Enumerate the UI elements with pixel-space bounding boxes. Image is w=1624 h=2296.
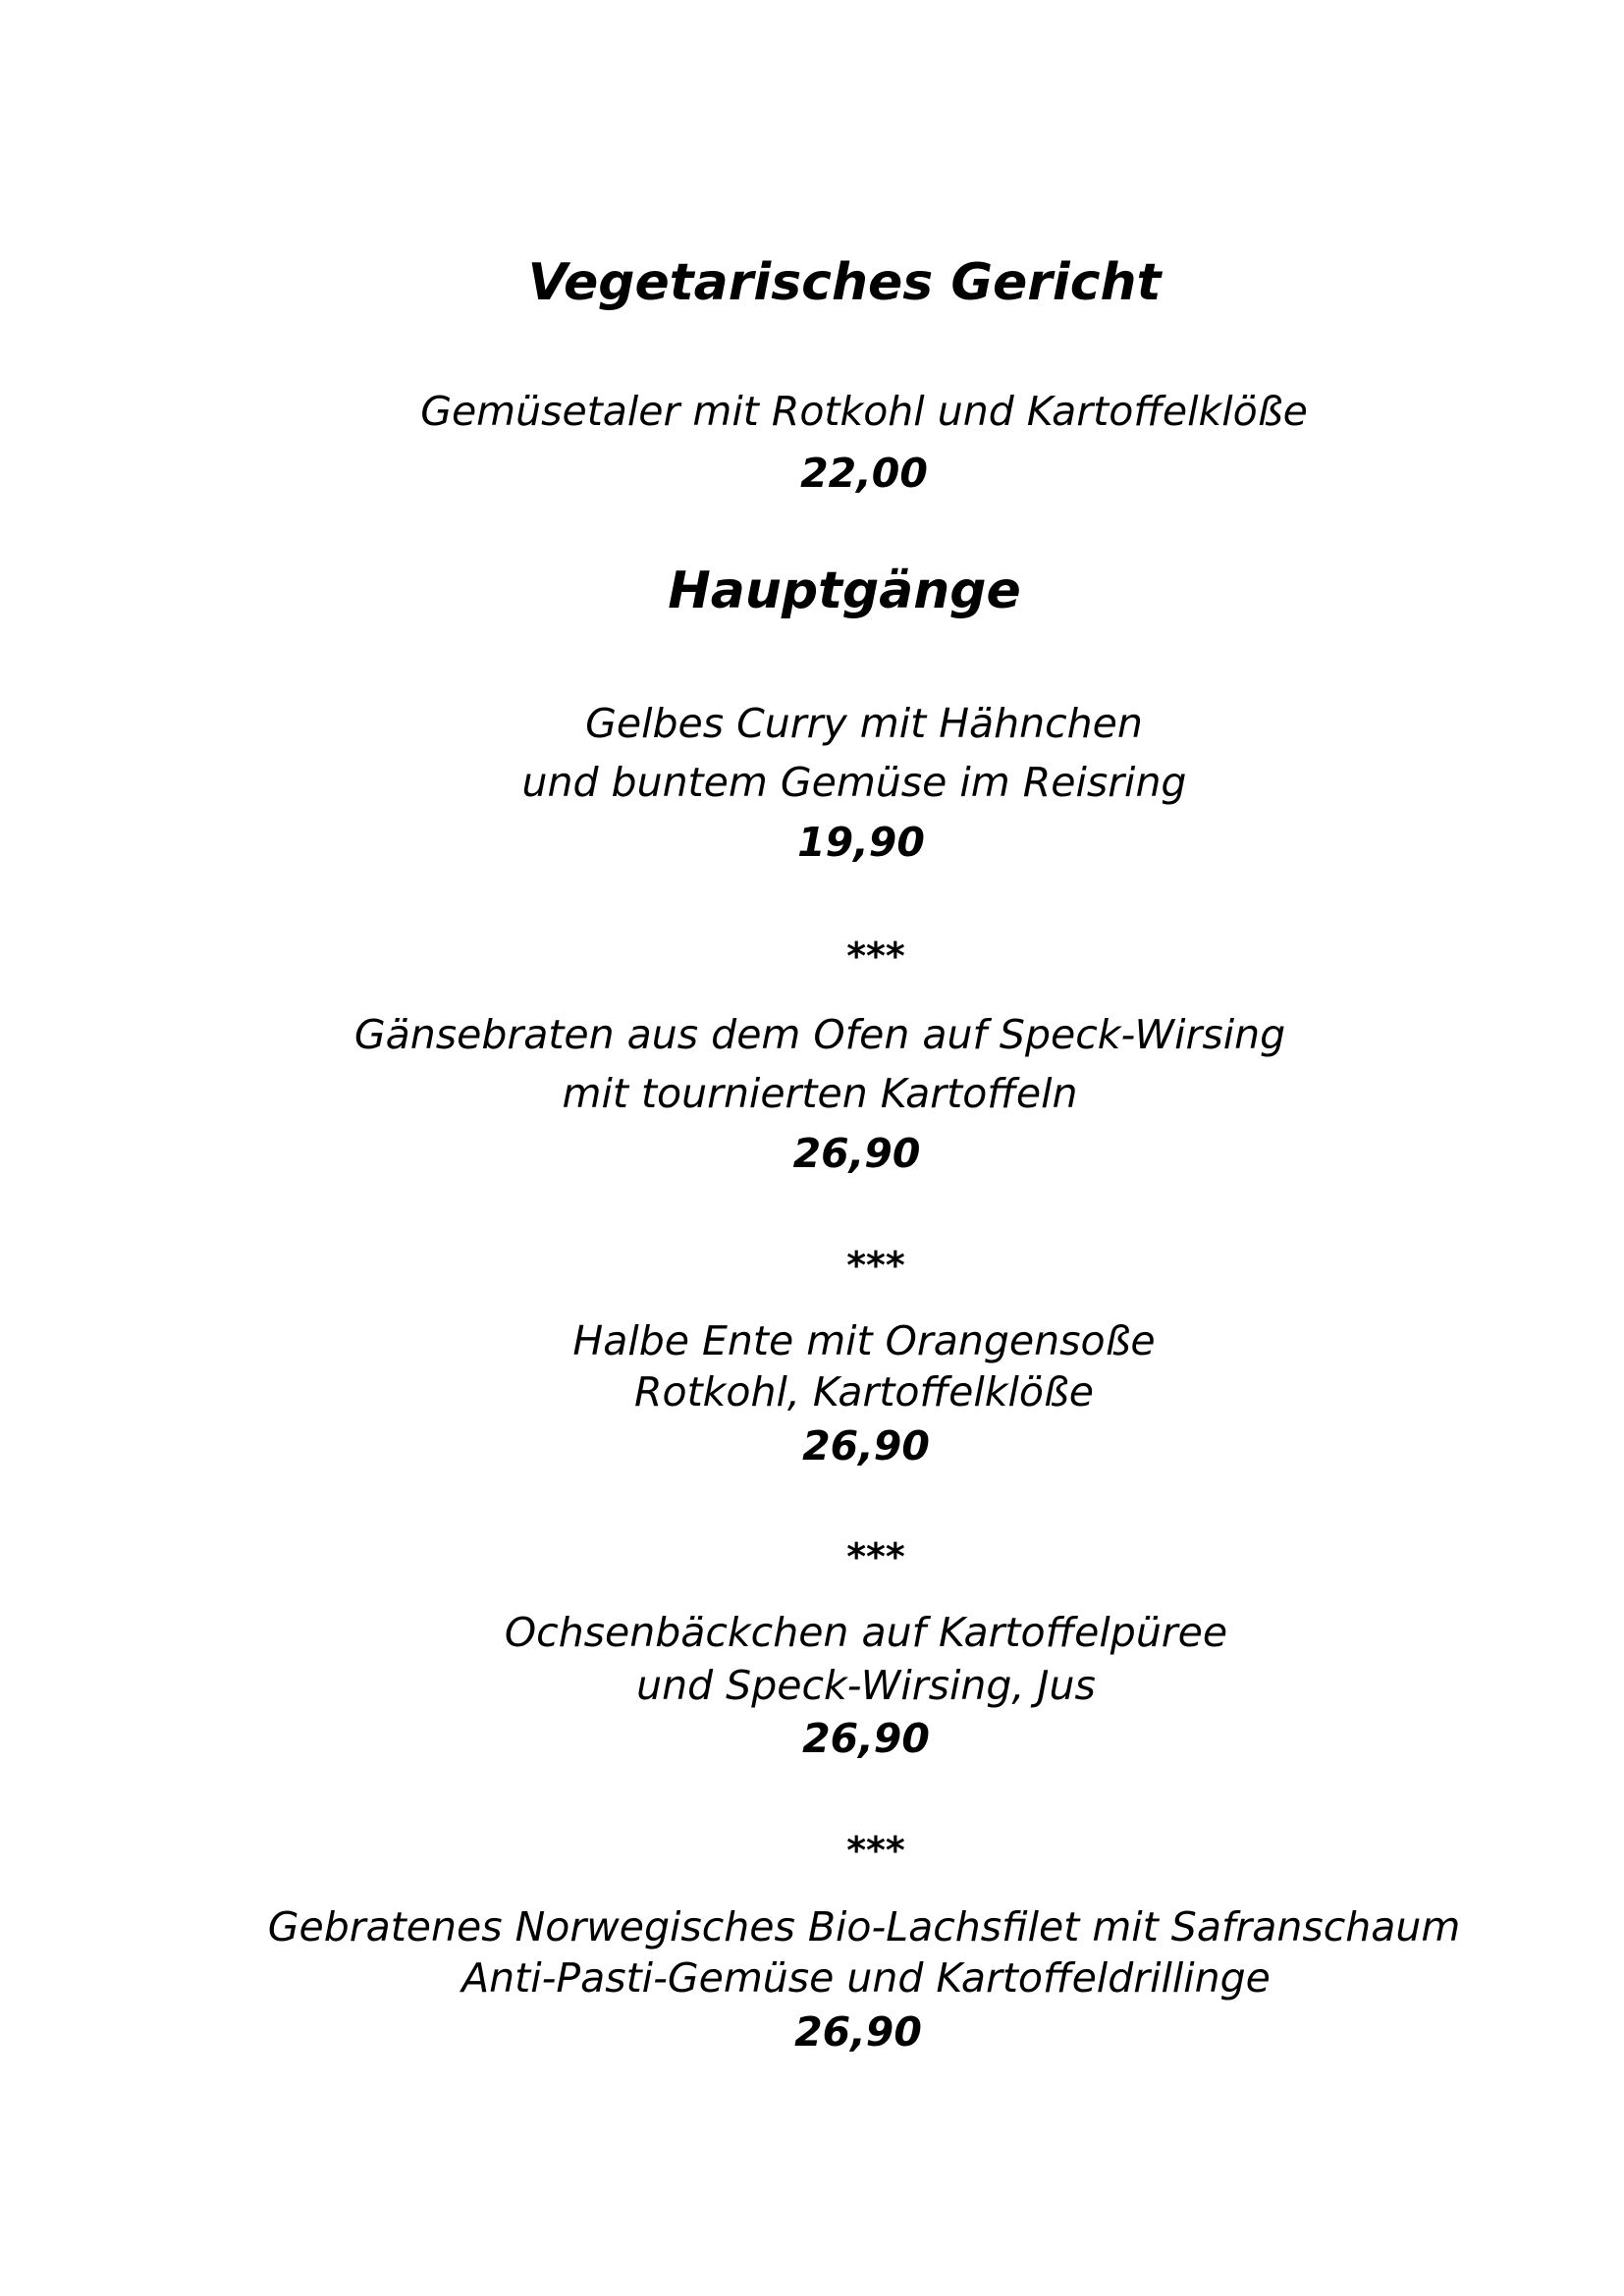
dish-separator: ***	[846, 1829, 905, 1872]
dish-description-line: Halbe Ente mit Orangensoße	[572, 1317, 1156, 1364]
dish-description-line: Rotkohl, Kartoffelklöße	[634, 1368, 1094, 1415]
dish-price: 26,90	[792, 1130, 921, 1177]
dish-price: 26,90	[802, 1422, 930, 1469]
dish-description-line: Gemüsetaler mit Rotkohl und Kartoffelklöße	[420, 388, 1308, 435]
dish-price: 26,90	[794, 2008, 922, 2056]
section-title-main-courses: Hauptgänge	[668, 561, 1021, 620]
dish-description-line: Gelbes Curry mit Hähnchen	[585, 700, 1143, 747]
dish-description-line: und Speck-Wirsing, Jus	[636, 1662, 1096, 1709]
dish-description-line: Anti-Pasti-Gemüse und Kartoffeldrillinge	[461, 1954, 1271, 2002]
dish-description-line: Gänsebraten aus dem Ofen auf Speck-Wirsing	[353, 1011, 1286, 1058]
dish-separator: ***	[846, 934, 905, 978]
dish-separator: ***	[846, 1535, 905, 1578]
dish-price: 26,90	[802, 1715, 930, 1762]
dish-separator: ***	[846, 1244, 905, 1287]
section-title-vegetarian: Vegetarisches Gericht	[527, 253, 1162, 312]
dish-description-line: Gebratenes Norwegisches Bio-Lachsfilet mit Safranschaum	[267, 1903, 1461, 1950]
dish-price: 22,00	[800, 450, 928, 497]
dish-price: 19,90	[797, 819, 925, 866]
dish-description-line: Ochsenbäckchen auf Kartoffelpüree	[504, 1609, 1228, 1656]
dish-description-line: mit tournierten Kartoffeln	[562, 1070, 1078, 1117]
dish-description-line: und buntem Gemüse im Reisring	[521, 759, 1187, 806]
